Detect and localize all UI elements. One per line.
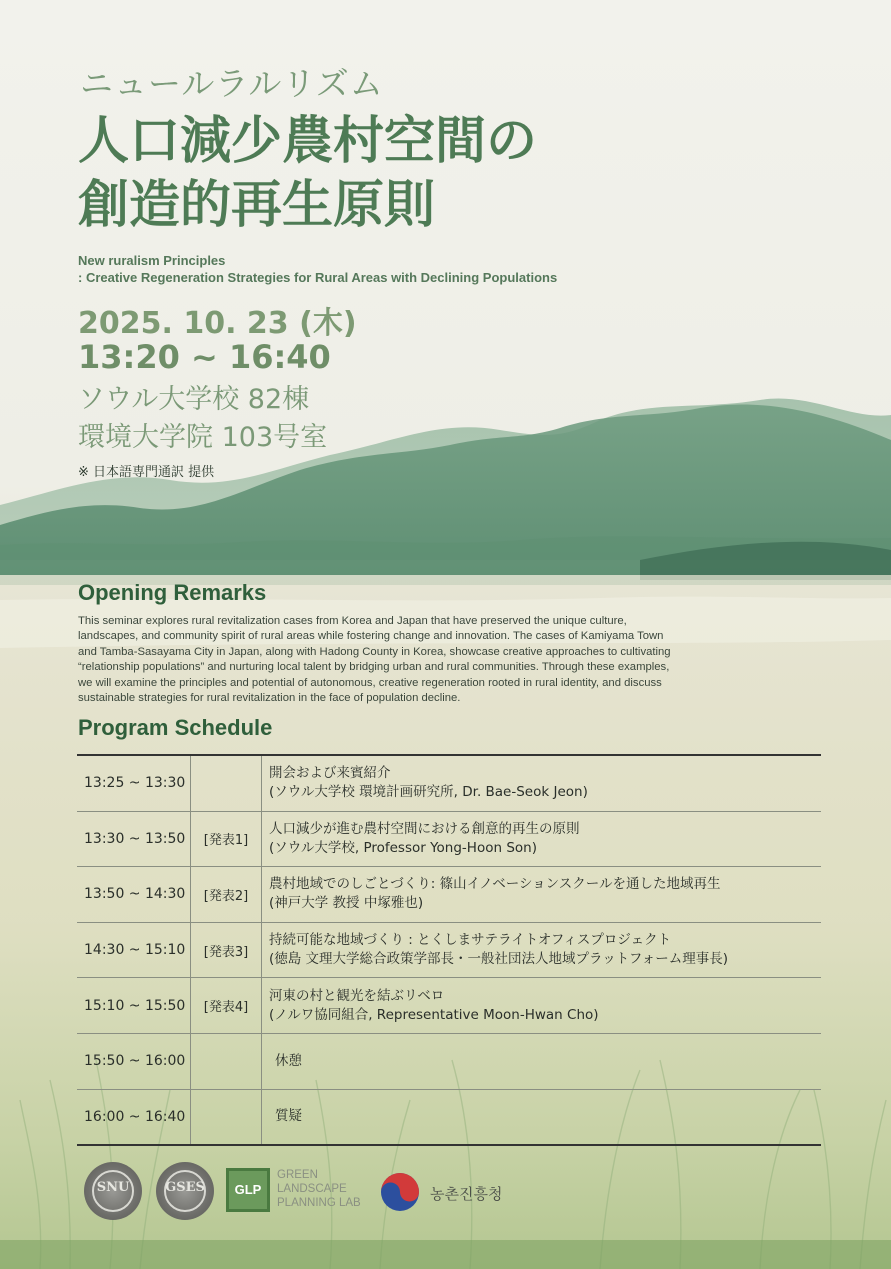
row-tag [190,1034,262,1089]
opening-line: we will examine the principles and potential of autonomous, creative regeneration rooted in rural identity, and discuss [78,676,662,689]
rda-name: 농촌진흥청 [430,1185,503,1203]
row-tag: [発表4] [190,978,262,1033]
row-speaker: (ソウル大学校, Professor Yong-Hoon Son) [269,839,537,856]
row-content [269,1034,302,1089]
row-time: 16:00 ~ 16:40 [84,1108,186,1125]
glp-line: LANDSCAPE [277,1183,347,1195]
seal-label: SNU [96,1180,130,1195]
poster-subtitle: ニュールラルリズム [80,64,384,103]
glp-line: GREEN [277,1169,318,1181]
opening-line: sustainable strategies for rural revitalization in the face of population decline. [78,692,461,705]
poster-title [78,110,537,238]
schedule-row [77,812,821,868]
event-date: 2025. 10. 23 (木) [78,306,357,341]
row-content [269,1090,302,1145]
opening-line: and Tamba-Sasayama City in Japan, along with Hadong County in Korea, showcase creative approaches to cultivating [78,645,671,658]
sponsor-logos [84,1160,564,1220]
glp-logo-icon [226,1168,270,1212]
glp-lab-name [277,1168,361,1210]
row-time: 15:50 ~ 16:00 [84,1053,186,1070]
venue-line-1: ソウル大学校 82棟 [78,384,310,415]
row-title: 河東の村と観光を結ぶリベロ [269,987,445,1004]
row-content [269,978,599,1033]
schedule-row [77,1034,821,1090]
row-content [269,867,721,922]
row-tag [190,1090,262,1145]
seal-label: GSES [165,1180,205,1195]
title-line-1: 人口減少農村空間の [78,112,538,171]
row-content [269,756,588,811]
english-title-line-1: New ruralism Principles [78,253,226,268]
schedule-table [77,754,821,1146]
event-time: 13:20 ~ 16:40 [78,338,331,376]
row-content [269,923,728,978]
row-tag: [発表3] [190,923,262,978]
glp-mark: GLP [234,1182,262,1197]
row-time: 13:30 ~ 13:50 [84,830,186,847]
row-title: 質疑 [275,1108,302,1125]
row-title: 開会および来賓紹介 [269,765,391,782]
venue-line-2: 環境大学院 103号室 [78,422,328,453]
glp-line: PLANNING LAB [277,1197,361,1209]
title-line-2: 創造的再生原則 [78,176,436,235]
interpretation-note: ※ 日本語専門通訳 提供 [78,465,215,480]
schedule-row [77,923,821,979]
row-title: 休憩 [275,1052,302,1069]
row-title: 持続可能な地域づくり : とくしまサテライトオフィスプロジェクト [269,932,672,949]
schedule-row [77,978,821,1034]
row-time: 13:25 ~ 13:30 [84,775,186,792]
english-title [78,252,557,286]
row-speaker: (徳島 文理大学総合政策学部長・一般社団法人地域プラットフォーム理事長) [269,951,728,968]
event-venue [78,381,327,457]
opening-line: “relationship populations” and nurturing local talent by bridging urban and rural communities. Through these examples, [78,661,670,674]
schedule-row [77,1090,821,1145]
row-tag: [発表2] [190,867,262,922]
row-content [269,812,580,867]
graduate-school-seal-icon [156,1162,214,1220]
opening-body [78,614,778,706]
university-seal-icon [84,1162,142,1220]
opening-line: This seminar explores rural revitalization cases from Korea and Japan that have preserved the unique culture, [78,615,627,627]
row-time: 14:30 ~ 15:10 [84,942,186,959]
opening-line: landscapes, and community spirit of rural areas while fostering change and innovation. The cases of Kamiyama Town [78,630,664,643]
row-speaker: (神戸大学 教授 中塚雅也) [269,895,424,912]
schedule-heading: Program Schedule [78,715,273,740]
english-title-line-2: : Creative Regeneration Strategies for Rural Areas with Declining Populations [78,270,558,285]
row-time: 15:10 ~ 15:50 [84,997,186,1014]
row-speaker: (ノルワ協同組合, Representative Moon-Hwan Cho) [269,1006,599,1023]
row-tag [190,756,262,811]
schedule-row [77,867,821,923]
schedule-row [77,756,821,812]
row-speaker: (ソウル大学校 環境計画研究所, Dr. Bae-Seok Jeon) [269,784,588,801]
row-tag: [発表1] [190,812,262,867]
row-title: 農村地域でのしごとづくり: 篠山イノベーションスクールを通した地域再生 [269,876,721,893]
row-title: 人口減少が進む農村空間における創意的再生の原則 [269,820,580,837]
rda-taegeuk-icon [380,1172,420,1212]
row-time: 13:50 ~ 14:30 [84,886,186,903]
opening-heading: Opening Remarks [78,580,267,605]
